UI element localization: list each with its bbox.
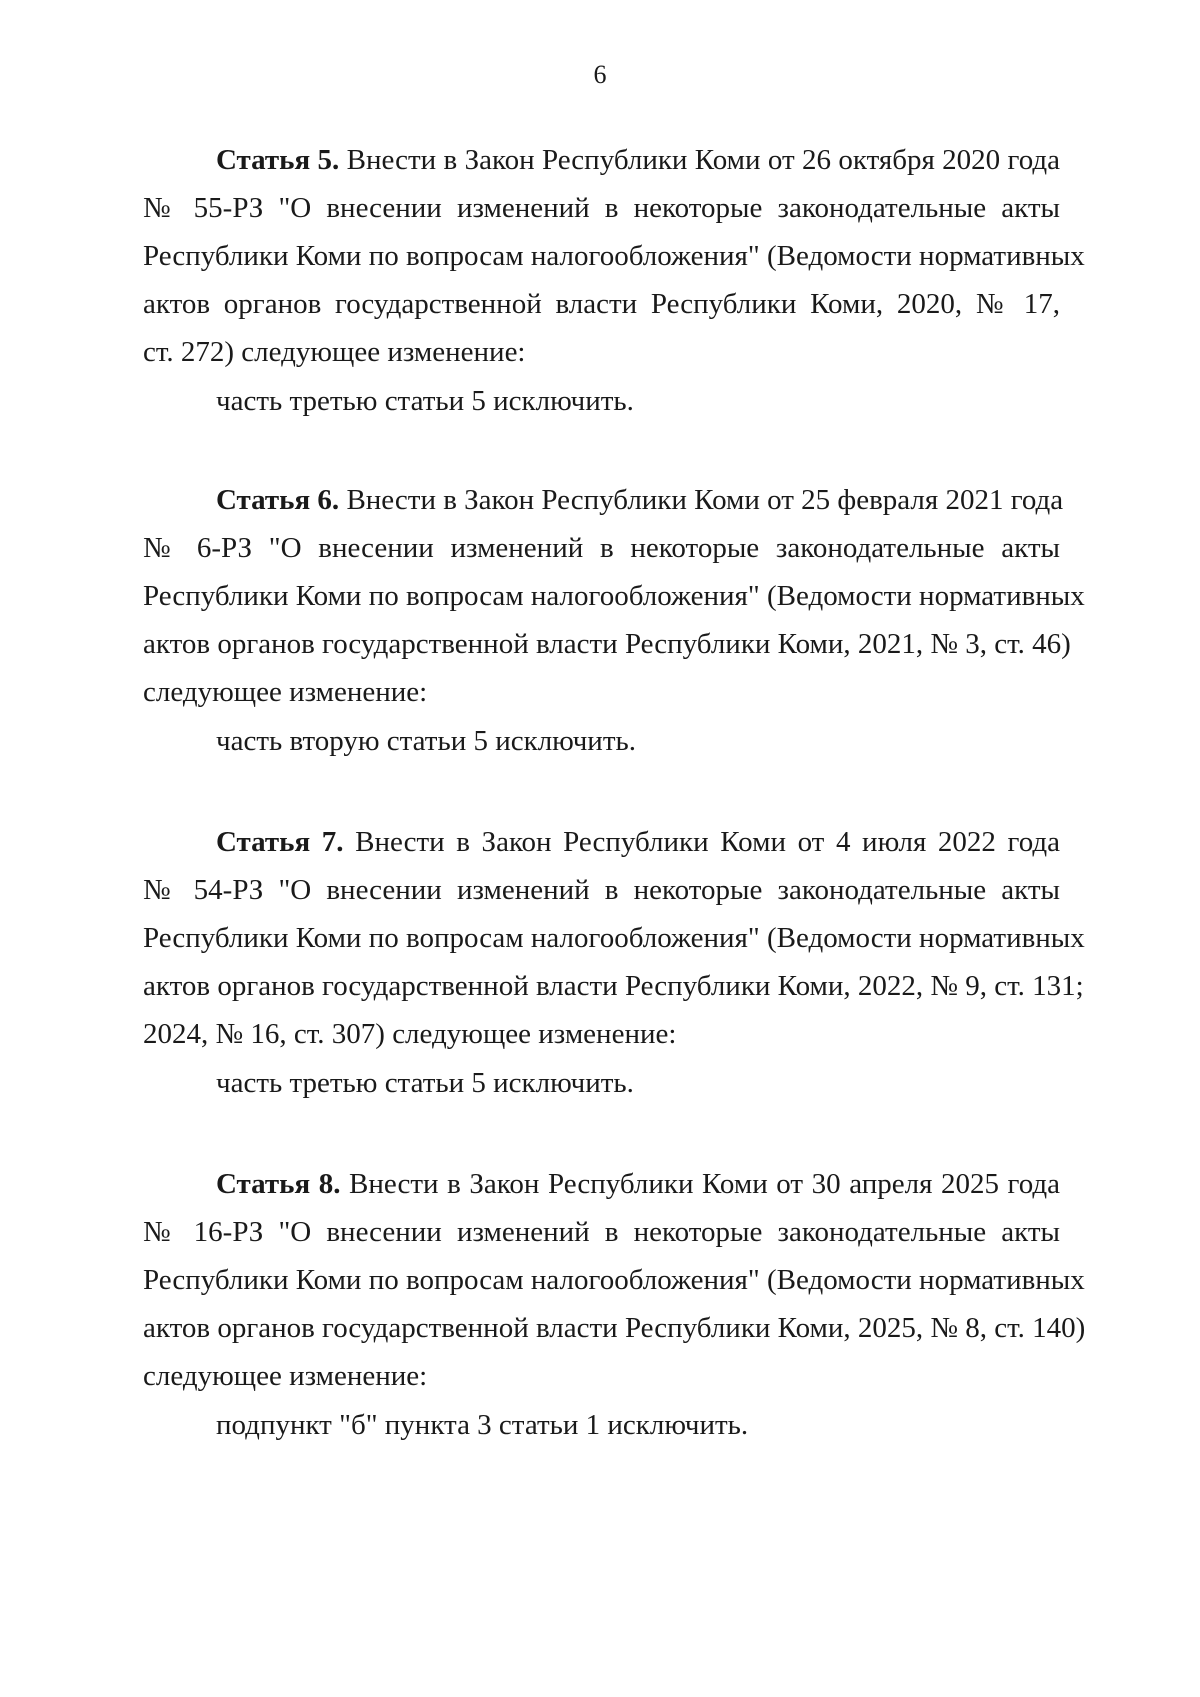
article-8 bbox=[143, 1160, 1086, 1449]
article-text-line: актов органов государственной власти Республики Коми, 2020, № 17, bbox=[143, 288, 1060, 320]
article-text-line: Республики Коми по вопросам налогообложения" (Ведомости нормативных bbox=[143, 240, 1085, 272]
article-text-line: ст. 272) следующее изменение: bbox=[143, 336, 526, 368]
article-text-line: № 16-РЗ "О внесении изменений в некоторые законодательные акты bbox=[143, 1216, 1060, 1248]
article-text-line: Республики Коми по вопросам налогообложения" (Ведомости нормативных bbox=[143, 580, 1085, 612]
article-text-line: Республики Коми по вопросам налогообложения" (Ведомости нормативных bbox=[143, 922, 1085, 954]
article-7 bbox=[143, 818, 1085, 1107]
article-label: Статья 5. bbox=[216, 144, 340, 176]
article-amendment: часть вторую статьи 5 исключить. bbox=[216, 725, 636, 757]
article-amendment: часть третью статьи 5 исключить. bbox=[216, 1067, 634, 1099]
article-text: Внести в Закон Республики Коми от 26 октября 2020 года bbox=[339, 144, 1060, 176]
article-text-line: № 55-РЗ "О внесении изменений в некоторые законодательные акты bbox=[143, 192, 1060, 224]
article-label: Статья 7. bbox=[216, 826, 344, 858]
article-label: Статья 8. bbox=[216, 1168, 341, 1200]
article-text-line: 2024, № 16, ст. 307) следующее изменение: bbox=[143, 1018, 677, 1050]
article-text-line: Республики Коми по вопросам налогообложения" (Ведомости нормативных bbox=[143, 1264, 1085, 1296]
article-amendment: подпункт "б" пункта 3 статьи 1 исключить. bbox=[216, 1409, 749, 1441]
article-text-line: актов органов государственной власти Республики Коми, 2025, № 8, ст. 140) bbox=[143, 1312, 1086, 1344]
article-first-line bbox=[143, 476, 1064, 524]
article-text: Внести в Закон Республики Коми от 4 июля 2022 года bbox=[343, 826, 1060, 858]
article-text-line: следующее изменение: bbox=[143, 676, 428, 708]
article-text: Внести в Закон Республики Коми от 30 апреля 2025 года bbox=[340, 1168, 1060, 1200]
article-5 bbox=[143, 136, 1085, 425]
article-text-line: № 54-РЗ "О внесении изменений в некоторые законодательные акты bbox=[143, 874, 1060, 906]
article-text-line: следующее изменение: bbox=[143, 1360, 428, 1392]
article-text-line: актов органов государственной власти Республики Коми, 2021, № 3, ст. 46) bbox=[143, 628, 1071, 660]
article-6 bbox=[143, 476, 1085, 765]
article-text-line: № 6-РЗ "О внесении изменений в некоторые законодательные акты bbox=[143, 532, 1060, 564]
page-number: 6 bbox=[593, 60, 607, 89]
article-first-line bbox=[143, 818, 1060, 866]
article-first-line bbox=[143, 136, 1060, 184]
article-first-line bbox=[143, 1160, 1060, 1208]
article-amendment: часть третью статьи 5 исключить. bbox=[216, 385, 634, 417]
article-label: Статья 6. bbox=[216, 484, 340, 516]
article-text: Внести в Закон Республики Коми от 25 февраля 2021 года bbox=[339, 484, 1064, 516]
article-text-line: актов органов государственной власти Республики Коми, 2022, № 9, ст. 131; bbox=[143, 970, 1084, 1002]
